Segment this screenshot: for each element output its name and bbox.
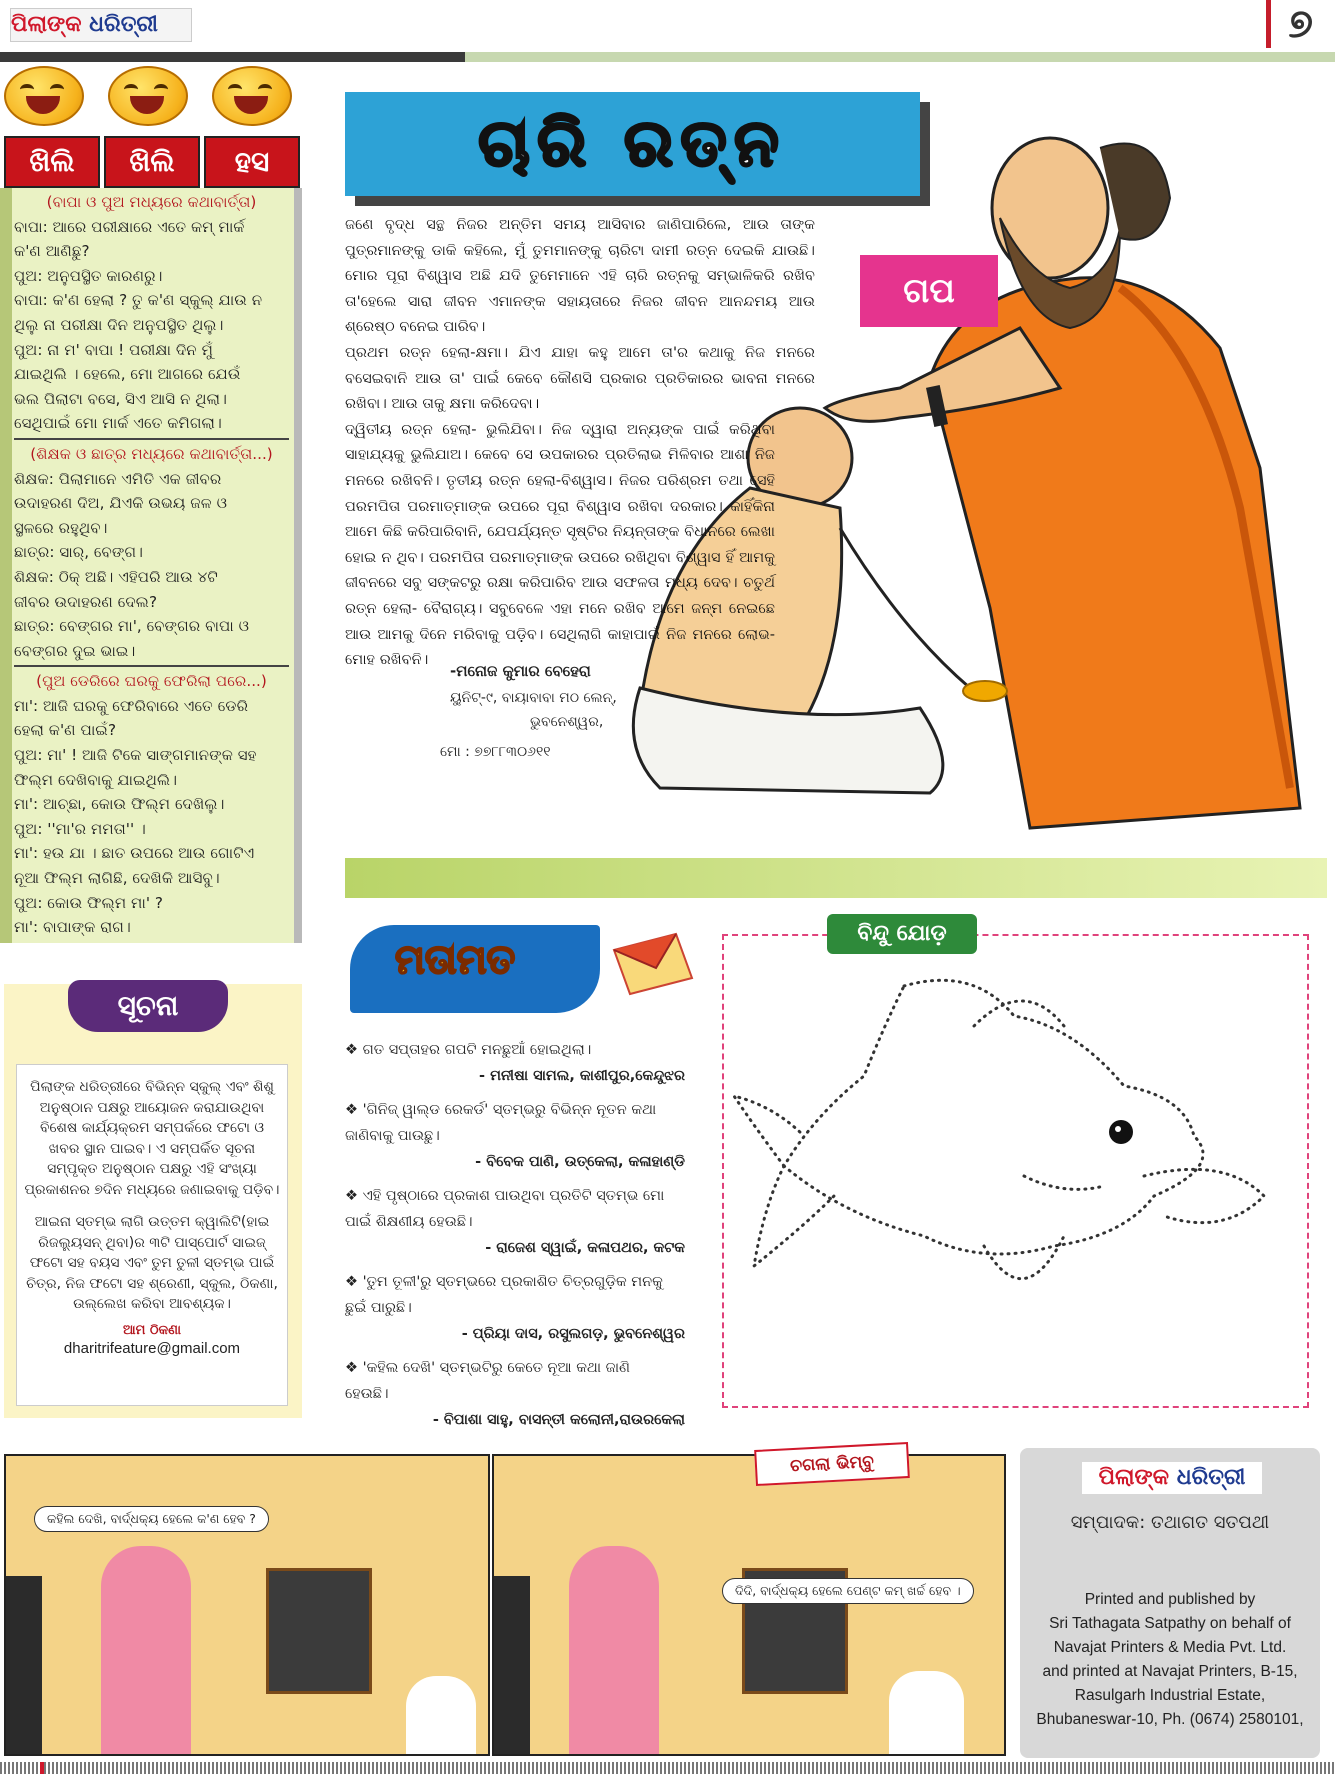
feedback-author: - ମନୀଷା ସାମଲ, କାଶୀପୁର,କେନ୍ଦୁଝର xyxy=(479,1068,685,1084)
diamond-bullet-icon: ❖ xyxy=(345,1360,363,1376)
publisher-info xyxy=(1020,1588,1320,1732)
imprint-logo-word-1: ପିଲାଙ୍କ xyxy=(1098,1465,1170,1490)
feedback-item xyxy=(345,1042,685,1058)
joke-line: ମା': ବାପାଙ୍କ ରାଗ। xyxy=(14,918,131,937)
feedback-author: - ରାଜେଶ ସ୍ୱାଇଁ, କଳାପଥର, କଟକ xyxy=(485,1240,685,1256)
notice-paragraph-2: ଆଇନା ସ୍ତମ୍ଭ ଲାଗି ଉତ୍ତମ କ୍ୱାଲିଟି(ହାଇ ରିଜଲ୍ୟୁସନ୍ ଥିବା)ର ୩ଟି ପାସ୍‌ପୋର୍ଟ ସାଇଜ୍ ଫଟୋ ସହ ବୟସ ଏବଂ ତୁମ ତୁଳୀ ସ୍ତମ୍ଭ ପାଇଁ ଚିତ୍ର, ନିଜ ଫଟୋ ସହ ଶ୍ରେଣୀ, ସ୍କୁଲ, ଠିକଣା, ଉଲ୍ଲେଖ କରିବା ଆବଶ୍ୟକ। xyxy=(26,1214,278,1312)
feedback-banner xyxy=(350,925,600,1013)
envelope-icon xyxy=(606,930,702,1000)
notice-body xyxy=(16,1064,288,1406)
feedback-text: ଗତ ସପ୍ତାହର ଗପଟି ମନଛୁଆଁ ହୋଇଥିଲା। xyxy=(362,1042,592,1058)
story-title: ଚାରି ରତ୍ନ xyxy=(478,107,787,181)
joke-line: ଛାତ୍ର: ବେଙ୍ଗର ମା', ବେଙ୍ଗର ବାପା ଓ xyxy=(14,617,250,636)
joke-line: ଛାତ୍ର: ସାର୍, ବେଙ୍ଗ। xyxy=(14,543,143,562)
feedback-text: ଏହି ପୃଷ୍ଠାରେ ପ୍ରକାଶ ପାଉଥିବା ପ୍ରତିଟି ସ୍ତମ୍ଭ ମୋ xyxy=(362,1188,665,1204)
jokes-tag-word-2: ଖିଲି xyxy=(104,136,200,188)
publisher-line: Printed and published by xyxy=(1084,1591,1256,1608)
diamond-bullet-icon: ❖ xyxy=(345,1102,363,1118)
publisher-line: Bhubaneswar-10, Ph. (0674) 2580101, xyxy=(1036,1711,1304,1728)
joke-line: ଫିଲ୍ମ ଦେଖିବାକୁ ଯାଇଥିଲି। xyxy=(14,770,178,789)
joke-line: ଜୀବର ଉଦାହରଣ ଦେଲ? xyxy=(14,592,158,611)
comic-panel-2 xyxy=(492,1454,1006,1756)
door xyxy=(6,1576,42,1754)
story-paragraph-1: ଜଣେ ବୃଦ୍ଧ ସନ୍ଥ ନିଜର ଅନ୍ତିମ ସମୟ ଆସିବାର ଜାଣିପାରିଲେ, ଆଉ ତାଙ୍କ ପୁତ୍ରମାନଙ୍କୁ ଡାକି କହିଲେ, ମୁଁ ତୁମମାନଙ୍କୁ ଚାରିଟା ଦାମୀ ରତ୍ନ ଦେଇକି ଯାଉଛି। ମୋର ପୂରା ବିଶ୍ୱାସ ଅଛି ଯଦି ତୁମେମାନେ ଏହି ଚାରି ରତ୍ନକୁ ସମ୍ଭାଳିକରି ରଖିବ ତା'ହେଲେ ସାରା ଜୀବନ ଏମାନଙ୍କ ସହାୟତାରେ ନିଜର ଜୀବନ ଆନନ୍ଦମୟ ଆଉ ଶ୍ରେଷ୍ଠ ବନେଇ ପାରିବ। xyxy=(345,216,815,336)
story-paragraph-3: ଦ୍ୱିତୀୟ ରତ୍ନ ହେଲା- ଭୁଲିଯିବା। ନିଜ ଦ୍ୱାରା ଅନ୍ୟଙ୍କ ପାଇଁ କରିଥିବା ସାହାଯ୍ୟକୁ ଭୁଲିଯାଅ। କେବେ ସେ ଉପକାରର ପ୍ରତିଲାଭ ମିଳିବାର ଆଶା ନିଜ ମନରେ ରଖିବନି। ତୃତୀୟ ରତ୍ନ ହେଲା-ବିଶ୍ୱାସ। ନିଜର ପରିଶ୍ରମ ତଥା ସେହି ପରମପିତା ପରମାତ୍ମାଙ୍କ ଉପରେ ପୂରା ବିଶ୍ୱାସ ରଖିବା ଦରକାର। କାହିଁକିନା ଆମେ କିଛି କରିପାରିବାନି, ଯେପର୍ଯ୍ୟନ୍ତ ସୃଷ୍ଟିର ନିୟନ୍ତାଙ୍କ ବିଧାନରେ ଲେଖା ହୋଇ ନ ଥିବ। ପରମପିତା ପରମାତ୍ମାଙ୍କ ଉପରେ ରଖିଥିବା ବିଶ୍ୱାସ ହିଁ ଆମକୁ ଜୀବନରେ ସବୁ ସଙ୍କଟରୁ ରକ୍ଷା କରିପାରିବ ଆଉ ସଫଳତା ମଧ୍ୟ ଦେବ। ଚତୁର୍ଥ ରତ୍ନ ହେଲା- ବୈରାଗ୍ୟ। ସବୁବେଳେ ଏହା ମନେ ରଖିବ ଆମେ ଜନ୍ମ ନେଇଛେ ଆଉ ଆମକୁ ଦିନେ ମରିବାକୁ ପଡ଼ିବ। ସେଥିଲାଗି କାହାପାଇଁ ନିଜ ମନରେ ଲୋଭ-ମୋହ ରଖିବନି। xyxy=(345,420,775,669)
joke-divider xyxy=(14,438,289,440)
joke-line: ମା': ହଉ ଯା । ଛାତ ଉପରେ ଆଉ ଗୋଟିଏ xyxy=(14,844,255,863)
feedback-title: ମତାମତ xyxy=(395,937,516,983)
dot-puzzle-title: ବିନ୍ଦୁ ଯୋଡ଼ xyxy=(827,914,977,954)
joke-line: ଉଦାହରଣ ଦିଅ, ଯିଏକି ଉଭୟ ଜଳ ଓ xyxy=(14,494,228,513)
feedback-item xyxy=(345,1274,685,1290)
jokes-box xyxy=(0,188,302,943)
notice-title: ସୂଚନା xyxy=(68,980,228,1032)
diamond-bullet-icon: ❖ xyxy=(345,1188,363,1204)
notice-address-label: ଆମ ଠିକଣା xyxy=(123,1322,181,1338)
feedback-item xyxy=(345,1102,685,1118)
page-number: ୭ xyxy=(1266,0,1313,48)
imprint-logo xyxy=(1082,1462,1262,1494)
laughing-emoji-icon xyxy=(108,66,188,126)
laughing-emoji-icon xyxy=(4,66,84,126)
joke-line: କ'ଣ ଆଣିଛୁ? xyxy=(14,242,90,261)
comic-panel-1 xyxy=(4,1454,490,1756)
joke-heading: (ବାପା ଓ ପୁଅ ମଧ୍ୟରେ କଥାବାର୍ତ୍ତା) xyxy=(46,193,257,211)
publisher-line: and printed at Navajat Printers, B-15, xyxy=(1042,1663,1298,1680)
joke-line: ନୂଆ ଫିଲ୍ମ ଲାଗିଛି, ଦେଖିକି ଆସିବୁ। xyxy=(14,869,220,888)
logo-word-2: ଧରିତ୍ରୀ xyxy=(89,12,158,37)
boy-figure xyxy=(406,1676,476,1754)
story-author: -ମନୋଜ କୁମାର ବେହେରା xyxy=(450,662,591,680)
top-rule xyxy=(0,52,1335,62)
joke-heading: (ଶିକ୍ଷକ ଓ ଛାତ୍ର ମଧ୍ୟରେ କଥାବାର୍ତ୍ତା...) xyxy=(30,444,273,463)
comic-strip xyxy=(4,1454,1004,1752)
feedback-author: - ବିପାଶା ସାହୁ, ବାସନ୍ତୀ କଲୋନୀ,ରାଉରକେଲା xyxy=(432,1412,685,1428)
joke-line: ଯାଇଥିଲି । ହେଲେ, ମୋ ଆଗରେ ଯେଉଁ xyxy=(14,365,241,384)
logo-word-1: ପିଲାଙ୍କ xyxy=(11,12,82,37)
imprint-box xyxy=(1020,1448,1320,1758)
diamond-bullet-icon: ❖ xyxy=(345,1274,363,1290)
joke-line: ପୁଅ: ନା ମ' ବାପା ! ପରୀକ୍ଷା ଦିନ ମୁଁ xyxy=(14,340,213,359)
story-paragraph-2: ପ୍ରଥମ ରତ୍ନ ହେଲା-କ୍ଷମା। ଯିଏ ଯାହା କହୁ ଆମେ ତା'ର କଥାକୁ ନିଜ ମନରେ ବସେଇବାନି ଆଉ ତା' ପାଇଁ କେବେ କୌଣସି ପ୍ରକାର ପ୍ରତିକାରର ଭାବନା ମନରେ ରଖିବା। ଆଉ ତାକୁ କ୍ଷମା କରିଦେବା। xyxy=(345,343,815,413)
feedback-text: 'ଗିନିଜ୍ ୱାଲ୍ଡ ରେକର୍ଡ' ସ୍ତମ୍ଭରୁ ବିଭିନ୍ନ ନୂତନ କଥା xyxy=(362,1102,657,1118)
joke-line: ସେଥିପାଇଁ ମୋ ମାର୍କ ଏତେ କମିଗଲା। xyxy=(14,414,222,433)
joke-line: ଭଲ ପିଲାଟା ବସେ, ସିଏ ଆସି ନ ଥିଲା। xyxy=(14,389,227,408)
joke-line: ଥିଲୁ ନା ପରୀକ୍ଷା ଦିନ ଅନୁପସ୍ଥିତ ଥିଲୁ। xyxy=(14,315,224,334)
laughing-emoji-icon xyxy=(212,66,292,126)
joke-line: ଶିକ୍ଷକ: ଠିକ୍ ଅଛି। ଏହିପରି ଆଉ ୪ଟି xyxy=(14,567,218,586)
joke-line: ପୁଅ: ''ମା'ର ମମତା'' । xyxy=(14,819,146,838)
author-address-line-2: ଭୁବନେଶ୍ୱର, xyxy=(530,714,604,730)
feedback-item xyxy=(345,1360,685,1376)
joke-line: ସ୍ଥଳରେ ରହୁଥିବ। xyxy=(14,518,108,537)
comic-title: ଚଗଲା ଭିମ୍ବୁ xyxy=(754,1442,910,1486)
publisher-line: Navajat Printers & Media Pvt. Ltd. xyxy=(1053,1639,1287,1656)
feedback-text-continued: ଛୁଇଁ ପାରୁଛି। xyxy=(345,1300,412,1316)
joke-line: ଶିକ୍ଷକ: ପିଲାମାନେ ଏମିତି ଏକ ଜୀବର xyxy=(14,469,222,488)
feedback-author: - ପ୍ରିୟା ଦାସ, ରସୁଲଗଡ଼, ଭୁବନେଶ୍ୱର xyxy=(461,1326,685,1342)
notice-paragraph-1: ପିଲାଙ୍କ ଧରିତ୍ରୀରେ ବିଭିନ୍ନ ସ୍କୁଲ୍ ଏବଂ ଶିଶୁ ଅନୁଷ୍ଠାନ ପକ୍ଷରୁ ଆୟୋଜନ କରାଯାଉଥିବା ବିଶେଷ କାର୍ଯ୍ୟକ୍ରମ ସମ୍ପର୍କରେ ଫଟୋ ଓ ଖବର ସ୍ଥାନ ପାଇବ। ଏ ସମ୍ପର୍କିତ ସୂଚନା ସମ୍ପୃକ୍ତ ଅନୁଷ୍ଠାନ ପକ୍ଷରୁ ଏହି ସଂଖ୍ୟା ପ୍ରକାଶନର ୭ଦିନ ମଧ୍ୟରେ ଜଣାଇବାକୁ ପଡ଼ିବ। xyxy=(24,1079,280,1198)
speech-bubble-2: ଦିଦି, ବାର୍ଦ୍ଧକ୍ୟ ହେଲେ ପେଣ୍ଟ କମ୍ ଖର୍ଚ୍ଚ ହେବ । xyxy=(722,1578,974,1604)
joke-line: ପୁଅ: ଅନୁପସ୍ଥିତ କାରଣରୁ। xyxy=(14,266,163,285)
dot-puzzle-frame xyxy=(722,934,1309,1408)
joke-line: ମା': ଆଜି ଘରକୁ ଫେରିବାରେ ଏତେ ଡେରି xyxy=(14,696,249,715)
notice-box xyxy=(4,984,302,1418)
feedback-author: - ବିବେକ ପାଣି, ଉତ୍କେଲା, କଳାହାଣ୍ଡି xyxy=(475,1154,685,1170)
window xyxy=(266,1568,372,1694)
masthead-logo xyxy=(10,8,192,42)
footer-rule xyxy=(0,1762,1335,1774)
feedback-text-continued: ପାଇଁ ଶିକ୍ଷଣୀୟ ହେଉଛି। xyxy=(345,1214,473,1230)
teacher-figure xyxy=(569,1546,659,1756)
imprint-logo-word-2: ଧରିତ୍ରୀ xyxy=(1176,1465,1246,1490)
story-title-banner xyxy=(345,92,920,196)
dot-puzzle-fish-drawing xyxy=(724,936,1307,1406)
joke-line: ପୁଅ: ମା' ! ଆଜି ଟିକେ ସାଙ୍ଗମାନଙ୍କ ସହ xyxy=(14,746,257,765)
story-tag: ଗପ xyxy=(860,255,998,327)
feedback-text-continued: ଜାଣିବାକୁ ପାଉଛୁ। xyxy=(345,1128,440,1144)
joke-line: ବାପା: ଆରେ ପରୀକ୍ଷାରେ ଏତେ କମ୍ ମାର୍କ xyxy=(14,217,245,236)
story-body xyxy=(345,212,830,673)
joke-divider xyxy=(14,665,289,667)
author-address-line-1: ୟୁନିଟ୍-୯, ବାୟାବାବା ମଠ ଲେନ୍, xyxy=(450,690,617,706)
joke-line: ମା': ଆଚ୍ଛା, କୋଉ ଫିଲ୍ମ ଦେଖିଲୁ। xyxy=(14,795,225,814)
joke-line: ବେଙ୍ଗର ଦୁଇ ଭାଇ। xyxy=(14,641,136,660)
author-phone: ମୋ : ୭୭୮୮୩୦୬୧୧ xyxy=(440,744,551,760)
feedback-text-continued: ହେଉଛି। xyxy=(345,1386,389,1402)
editor-credit: ସମ୍ପାଦକ: ତଥାଗତ ସତପଥୀ xyxy=(1070,1512,1270,1533)
jokes-tag-word-3: ହସ xyxy=(204,136,300,188)
feedback-text: 'ତୁମ ତୂଳୀ'ରୁ ସ୍ତମ୍ଭରେ ପ୍ରକାଶିତ ଚିତ୍ରଗୁଡ଼ିକ ମନକୁ xyxy=(362,1274,663,1290)
publisher-line: Rasulgarh Industrial Estate, xyxy=(1074,1687,1266,1704)
teacher-figure xyxy=(101,1546,191,1756)
feedback-item xyxy=(345,1188,685,1204)
door xyxy=(494,1576,530,1754)
speech-bubble-1: କହିଲ ଦେଖି, ବାର୍ଦ୍ଧକ୍ୟ ହେଲେ କ'ଣ ହେବ ? xyxy=(34,1506,269,1532)
section-divider-band xyxy=(345,858,1327,898)
notice-email: dharitrifeature@gmail.com xyxy=(63,1339,241,1357)
joke-line: ହେଲା କ'ଣ ପାଇଁ? xyxy=(14,721,117,740)
diamond-bullet-icon: ❖ xyxy=(345,1042,363,1058)
jokes-text xyxy=(14,190,289,940)
publisher-line: Sri Tathagata Satpathy on behalf of xyxy=(1049,1615,1291,1632)
jokes-tag-word-1: ଖିଲି xyxy=(4,136,100,188)
boy-figure xyxy=(889,1671,964,1754)
joke-heading: (ପୁଅ ଡେରିରେ ଘରକୁ ଫେରିଲା ପରେ...) xyxy=(36,672,267,691)
joke-line: ବାପା: କ'ଣ ହେଲା ? ତୁ କ'ଣ ସ୍କୁଲ୍ ଯାଉ ନ xyxy=(14,291,263,310)
joke-line: ପୁଅ: କୋଉ ଫିଲ୍ମ ମା' ? xyxy=(14,893,163,912)
feedback-text: 'କହିଲ ଦେଖି' ସ୍ତମ୍ଭଟିରୁ କେତେ ନୂଆ କଥା ଜାଣି xyxy=(362,1360,630,1376)
